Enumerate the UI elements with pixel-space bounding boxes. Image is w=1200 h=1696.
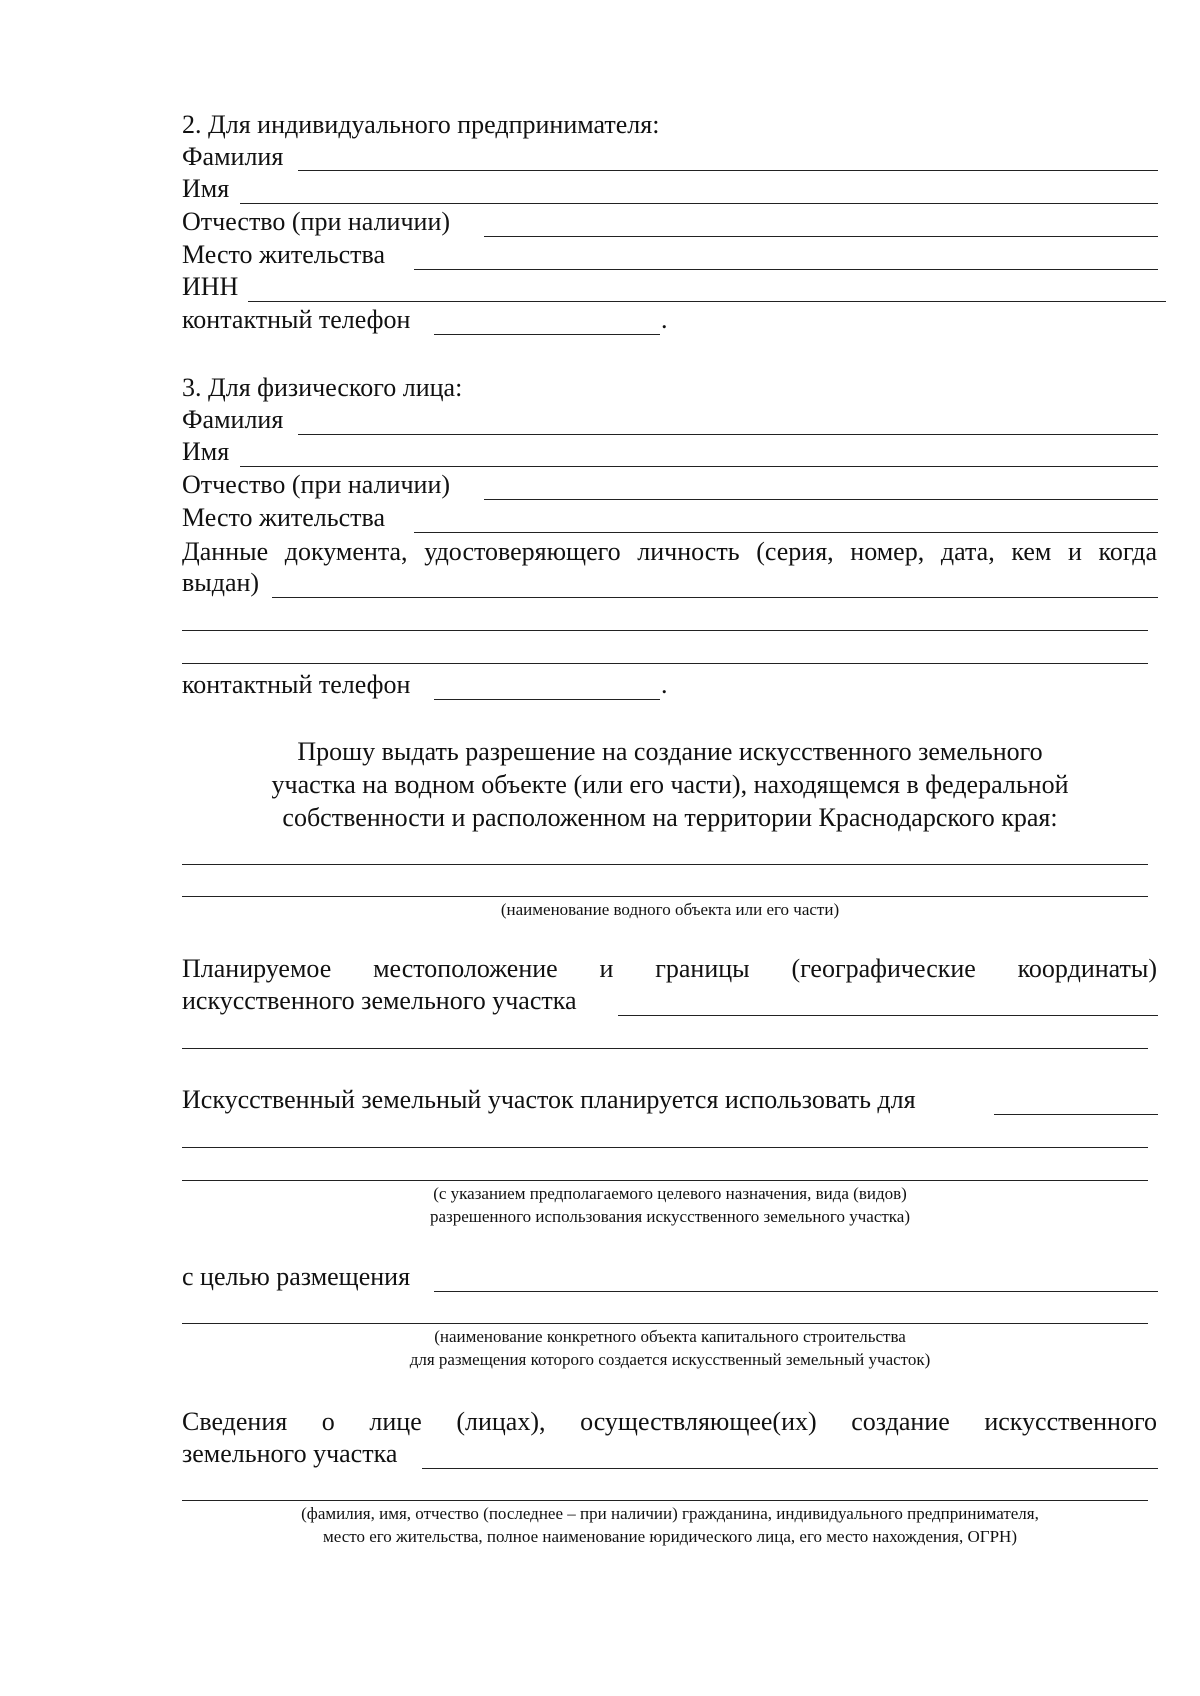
ip-patronymic-label: Отчество (при наличии) [182,207,451,236]
ip-residence-label: Место жительства [182,240,386,269]
water-object-caption: (наименование водного объекта или его части) [500,900,840,919]
request-line-3: собственности и расположенном на территории Краснодарского края: [282,803,1058,832]
usage-field-2[interactable] [182,1147,1148,1148]
water-object-field-2[interactable] [182,896,1148,897]
person-id-doc-field-2[interactable] [182,630,1148,631]
ip-phone-period: . [661,305,668,334]
person-residence-field[interactable] [414,532,1158,533]
request-line-1: Прошу выдать разрешение на создание искусственного земельного [297,737,1043,766]
water-object-field-1[interactable] [182,864,1148,865]
persons-caption-2: место его жительства, полное наименование юридического лица, его место нахождения, ОГРН) [322,1527,1017,1546]
section3-heading: 3. Для физического лица: [182,373,463,402]
usage-caption-2: разрешенного использования искусственного земельного участка) [429,1207,911,1226]
purpose-label: с целью размещения [182,1262,411,1291]
person-issued-label: выдан) [182,568,260,597]
location-field-2[interactable] [182,1048,1148,1049]
ip-name-label: Имя [182,174,230,203]
ip-inn-label: ИНН [182,272,239,301]
ip-surname-label: Фамилия [182,142,284,171]
request-line-2: участка на водном объекте (или его части), находящемся в федеральной [271,770,1069,799]
persons-field-1[interactable] [422,1468,1158,1469]
person-name-field[interactable] [240,466,1158,467]
person-surname-field[interactable] [298,434,1158,435]
usage-field-3[interactable] [182,1180,1148,1181]
persons-caption-1: (фамилия, имя, отчество (последнее – при наличии) гражданина, индивидуального предпринимателя, [301,1504,1039,1523]
person-name-label: Имя [182,437,230,466]
persons-line-2: земельного участка [182,1439,398,1468]
purpose-field-1[interactable] [434,1291,1158,1292]
person-phone-label: контактный телефон [182,670,411,699]
usage-caption-1: (с указанием предполагаемого целевого назначения, вида (видов) [433,1184,907,1203]
ip-residence-field[interactable] [414,269,1158,270]
ip-patronymic-field[interactable] [484,236,1158,237]
ip-inn-field[interactable] [248,301,1166,302]
person-residence-label: Место жительства [182,503,386,532]
ip-surname-field[interactable] [298,170,1158,171]
location-line-2: искусственного земельного участка [182,986,577,1015]
person-id-doc-label: Данные документа, удостоверяющего личность (серия, номер, дата, кем и когда [182,537,1157,566]
usage-label: Искусственный земельный участок планируется использовать для [182,1085,916,1114]
ip-phone-label: контактный телефон [182,305,411,334]
purpose-caption-2: для размещения которого создается искусственный земельный участок) [409,1350,931,1369]
purpose-caption-1: (наименование конкретного объекта капитального строительства [434,1327,906,1346]
location-field-1[interactable] [618,1015,1158,1016]
person-patronymic-field[interactable] [484,499,1158,500]
location-line-1: Планируемое местоположение и границы (географические координаты) [182,954,1157,983]
person-surname-label: Фамилия [182,405,284,434]
ip-name-field[interactable] [240,203,1158,204]
section2-heading: 2. Для индивидуального предпринимателя: [182,110,660,139]
persons-line-1: Сведения о лице (лицах), осуществляющее(их) создание искусственного [182,1407,1157,1436]
usage-field-1[interactable] [994,1114,1158,1115]
person-phone-field[interactable] [434,699,660,700]
purpose-field-2[interactable] [182,1323,1148,1324]
person-id-doc-field-1[interactable] [272,597,1158,598]
persons-field-2[interactable] [182,1500,1148,1501]
ip-phone-field[interactable] [434,334,660,335]
person-patronymic-label: Отчество (при наличии) [182,470,451,499]
person-phone-period: . [661,670,668,699]
person-id-doc-field-3[interactable] [182,663,1148,664]
